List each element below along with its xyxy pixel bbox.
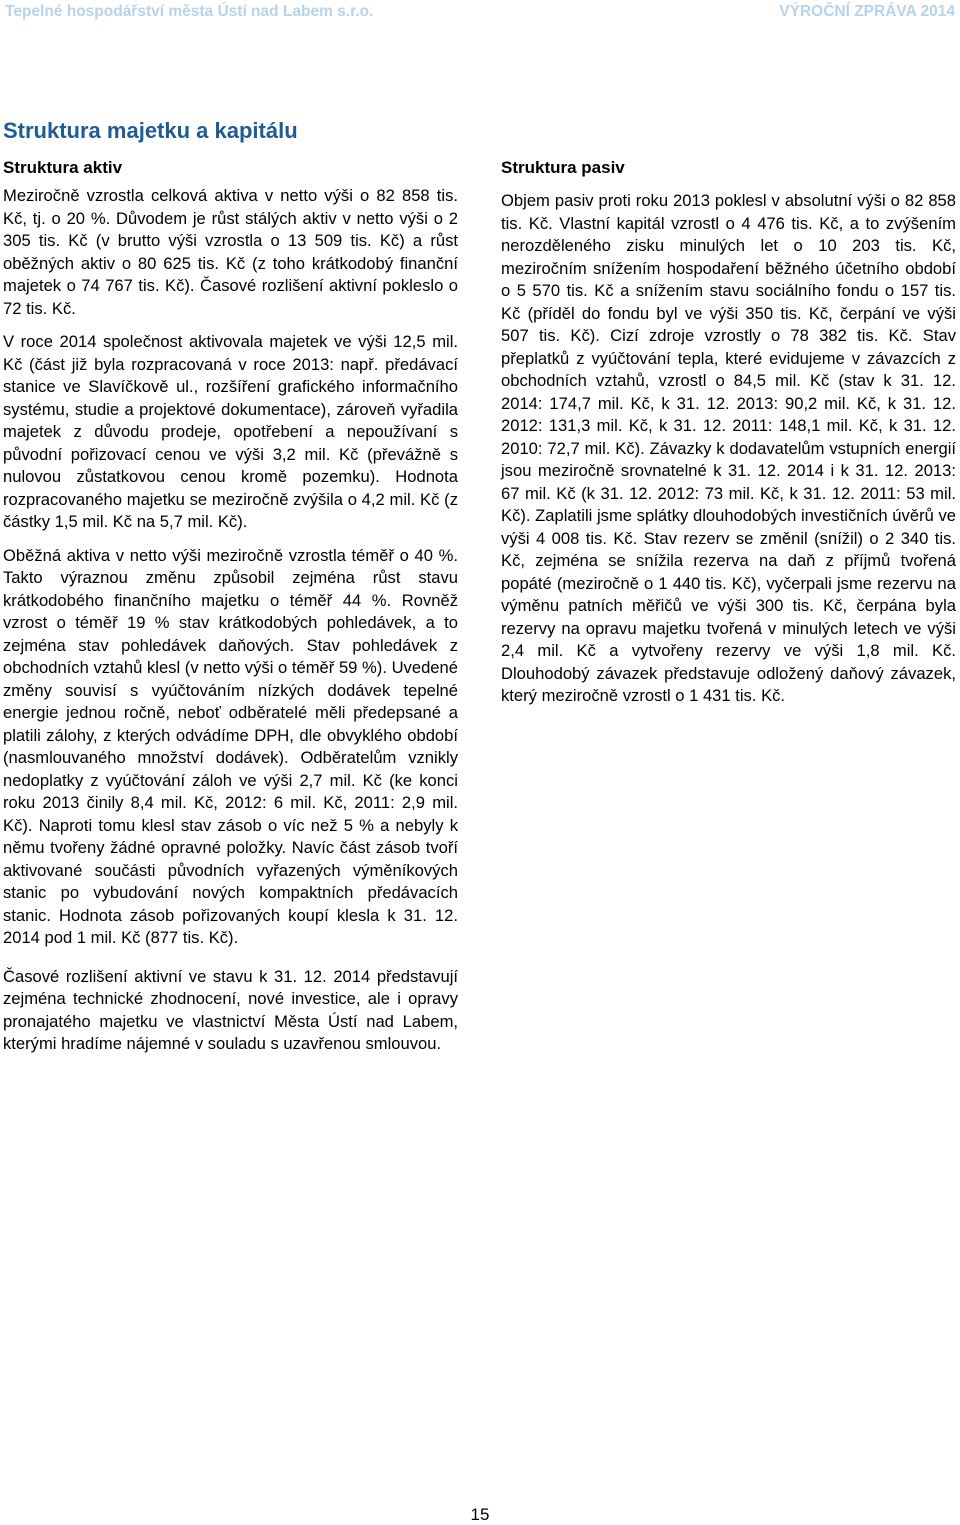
pasiv-heading: Struktura pasiv (501, 158, 625, 177)
aktiv-paragraph: Časové rozlišení aktivní ve stavu k 31. 12. 2014 představují zejména technické zhodnocení, nové investice, ale i opravy pronajatého majetku ve vlastnictví Města Ústí nad Labem, kterými hradíme nájemné v souladu s uzavřenou smlouvou. (3, 966, 458, 1053)
header-company-name: Tepelné hospodářství města Ústí nad Labem s.r.o. (5, 3, 374, 20)
page-header (0, 0, 960, 26)
section-title: Struktura majetku a kapitálu (3, 118, 298, 143)
pasiv-column (501, 190, 956, 708)
aktiv-paragraph: V roce 2014 společnost aktivovala majetek ve výši 12,5 mil. Kč (část již byla rozpracovaná v roce 2013: např. předávací stanice ve Slavíčkově ul., rozšíření grafického informačního systému, studie a projektové dokumentace), zároveň vyřadila majetek z důvodu prodeje, opotřebení a nepoužívaní s původní pořizovací cenou ve výši 3,2 mil. Kč (převážně s nulovou zůstatkovou cenou kromě pozemku). Hodnota rozpracovaného majetku se meziročně zvýšila o 4,2 mil. Kč (z částky 1,5 mil. Kč na 5,7 mil. Kč). (3, 332, 458, 531)
page-number: 15 (470, 1505, 490, 1524)
header-report-title: VÝROČNÍ ZPRÁVA 2014 (779, 3, 955, 20)
aktiv-column (3, 185, 458, 1056)
aktiv-heading: Struktura aktiv (3, 158, 123, 177)
pasiv-paragraph: Objem pasiv proti roku 2013 poklesl v absolutní výši o 82 858 tis. Kč. Vlastní kapitál vzrostl o 4 476 tis. Kč, a to zvýšením nerozděleného zisku minulých let o 10 203 tis. Kč, meziročním snížením hospodaření běžného účetního období o 5 570 tis. Kč a snížením stavu sociálního fondu o 157 tis. Kč (příděl do fondu byl ve výši 350 tis. Kč, čerpání ve výši 507 tis. Kč). Cizí zdroje vzrostly o 78 382 tis. Kč. Stav přeplatků z vyúčtování tepla, které evidujeme v závazcích z obchodních vztahů, vzrostl o 84,5 mil. Kč (stav k 31. 12. 2014: 174,7 mil. Kč, k 31. 12. 2013: 90,2 mil. Kč, k 31. 12. 2012: 131,3 mil. Kč, k 31. 12. 2011: 148,1 mil. Kč, k 31. 12. 2010: 72,7 mil. Kč). Závazky k dodavatelům vstupních energií jsou meziročně srovnatelné k 31. 12. 2014 i k 31. 12. 2013: 67 mil. Kč (k 31. 12. 2012: 73 mil. Kč, k 31. 12. 2011: 53 mil. Kč). Zaplatili jsme splátky dlouhodobých investičních úvěrů ve výši 4 008 tis. Kč. Stav rezerv se změnil (snížil) o 2 340 tis. Kč, zejména se snížila rezerva na daň z příjmů tvořená popáté (meziročně o 1 440 tis. Kč), vyčerpali jsme rezervu na výměnu patních měřičů ve výši 300 tis. Kč, čerpána byla rezervy na opravu majetku tvořená v minulých letech ve výši 2,4 mil. Kč a vytvořeny rezervy ve výši 1,8 mil. Kč. Dlouhodobý závazek představuje odložený daňový závazek, který meziročně vzrostl o 1 431 tis. Kč. (501, 191, 956, 705)
aktiv-paragraph: Oběžná aktiva v netto výši meziročně vzrostla téměř o 40 %. Takto výraznou změnu způsobil zejména růst stavu krátkodobého finančního majetku o téměř 44 %. Rovněž vzrost o téměř 19 % stav krátkodobých pohledávek, a to zejména stav pohledávek daňových. Stav pohledávek z obchodních vztahů klesl (v netto výši o téměř 59 %). Uvedené změny souvisí s vyúčtováním nízkých dodávek tepelné energie jednou ročně, neboť odběratelé měli předepsané a platili zálohy, z kterých odvádíme DPH, dle obvyklého období (nasmlouvaného množství dodávek). Odběratelům vznikly nedoplatky z vyúčtování záloh ve výši 2,7 mil. Kč (ke konci roku 2013 činily 8,4 mil. Kč, 2012: 6 mil. Kč, 2011: 2,9 mil. Kč). Naproti tomu klesl stav zásob o víc než 5 % a nebyly k němu tvořeny žádné opravné položky. Navíc část zásob tvoří aktivované součásti původních vyřazených výměníkových stanic po vybudování nových kompaktních předávacích stanic. Hodnota zásob pořizovaných koupí klesla k 31. 12. 2014 pod 1 mil. Kč (877 tis. Kč). (3, 545, 458, 947)
aktiv-paragraph: Meziročně vzrostla celková aktiva v netto výši o 82 858 tis. Kč, tj. o 20 %. Důvodem je růst stálých aktiv v netto výši o 2 305 tis. Kč (v brutto výši vzrostla o 13 509 tis. Kč) a růst oběžných aktiv o 80 625 tis. Kč (z toho krátkodobý finanční majetek o 74 767 tis. Kč). Časové rozlišení aktivní pokleslo o 72 tis. Kč. (3, 186, 458, 318)
